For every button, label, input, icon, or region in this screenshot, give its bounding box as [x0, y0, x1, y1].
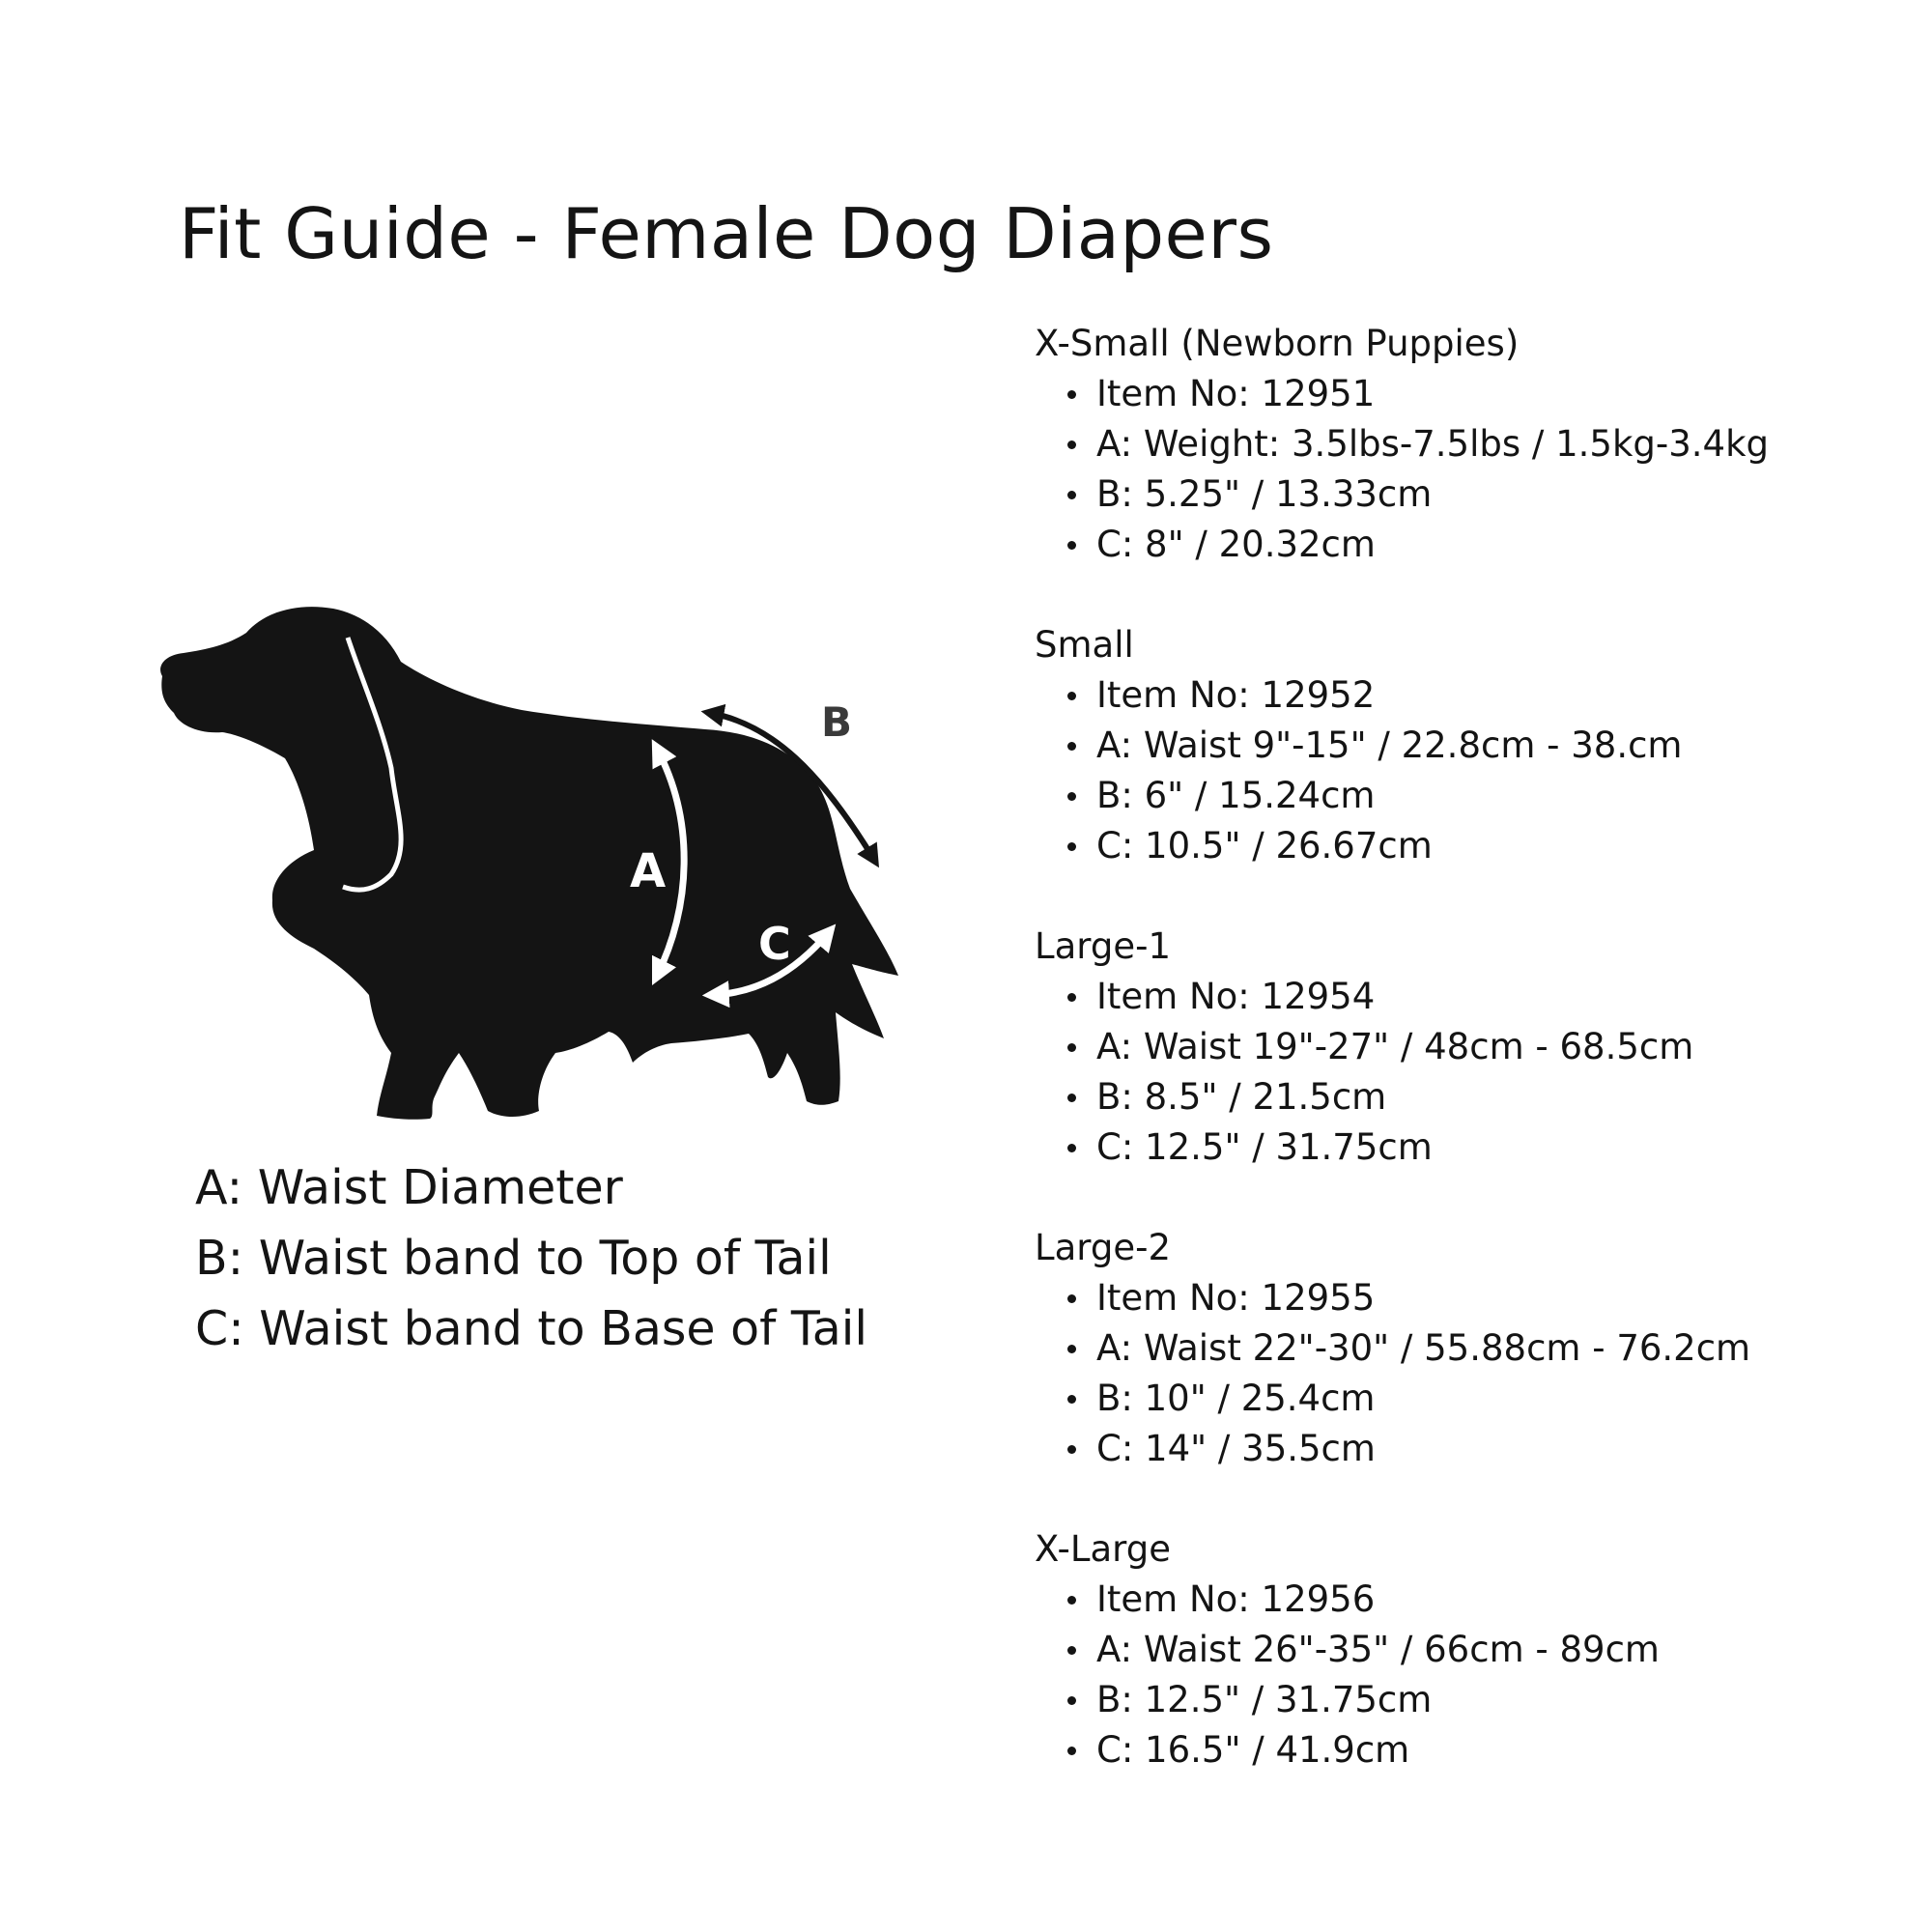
dog-silhouette: [160, 607, 898, 1120]
list-item: Item No: 12956: [1096, 1575, 1904, 1625]
list-item: B: 8.5" / 21.5cm: [1096, 1072, 1904, 1122]
size-block-large-2: [1035, 1223, 1904, 1474]
list-item: A: Waist 9"-15" / 22.8cm - 38.cm: [1096, 721, 1904, 771]
list-item: Item No: 12954: [1096, 972, 1904, 1022]
label-b: B: [821, 698, 853, 746]
label-a: A: [630, 844, 667, 898]
list-item: C: 16.5" / 41.9cm: [1096, 1725, 1904, 1776]
size-details: [1035, 972, 1904, 1173]
size-details: [1035, 670, 1904, 871]
list-item: Item No: 12952: [1096, 670, 1904, 721]
label-c: C: [758, 918, 791, 970]
list-item: C: 12.5" / 31.75cm: [1096, 1122, 1904, 1173]
legend-item-a: A: Waist Diameter: [195, 1160, 623, 1215]
list-item: C: 14" / 35.5cm: [1096, 1424, 1904, 1474]
measurement-legend: [195, 1152, 949, 1364]
dog-silhouette-illustration: [155, 589, 918, 1130]
list-item: Item No: 12951: [1096, 369, 1904, 419]
list-item: B: 12.5" / 31.75cm: [1096, 1675, 1904, 1725]
dog-measurement-diagram: [155, 589, 918, 1130]
list-item: C: 8" / 20.32cm: [1096, 520, 1904, 570]
legend-item-b: B: Waist band to Top of Tail: [195, 1231, 832, 1286]
size-name: Large-1: [1035, 925, 1171, 967]
page-title: Fit Guide - Female Dog Diapers: [179, 193, 1274, 274]
size-block-x-large: [1035, 1524, 1904, 1776]
size-details: [1035, 1575, 1904, 1776]
size-name: Small: [1035, 624, 1134, 666]
size-details: [1035, 369, 1904, 570]
size-block-large-1: [1035, 922, 1904, 1173]
size-block-small: [1035, 620, 1904, 871]
size-block-x-small: [1035, 319, 1904, 570]
list-item: Item No: 12955: [1096, 1273, 1904, 1323]
list-item: C: 10.5" / 26.67cm: [1096, 821, 1904, 871]
legend-item-c: C: Waist band to Base of Tail: [195, 1301, 867, 1356]
list-item: B: 5.25" / 13.33cm: [1096, 469, 1904, 520]
size-name: X-Small (Newborn Puppies): [1035, 323, 1520, 364]
list-item: A: Waist 19"-27" / 48cm - 68.5cm: [1096, 1022, 1904, 1072]
list-item: A: Waist 26"-35" / 66cm - 89cm: [1096, 1625, 1904, 1675]
size-name: Large-2: [1035, 1227, 1171, 1268]
size-chart: [1035, 319, 1904, 1826]
list-item: A: Weight: 3.5lbs-7.5lbs / 1.5kg-3.4kg: [1096, 419, 1904, 469]
list-item: B: 6" / 15.24cm: [1096, 771, 1904, 821]
list-item: A: Waist 22"-30" / 55.88cm - 76.2cm: [1096, 1323, 1904, 1374]
size-details: [1035, 1273, 1904, 1474]
list-item: B: 10" / 25.4cm: [1096, 1374, 1904, 1424]
size-name: X-Large: [1035, 1528, 1171, 1570]
